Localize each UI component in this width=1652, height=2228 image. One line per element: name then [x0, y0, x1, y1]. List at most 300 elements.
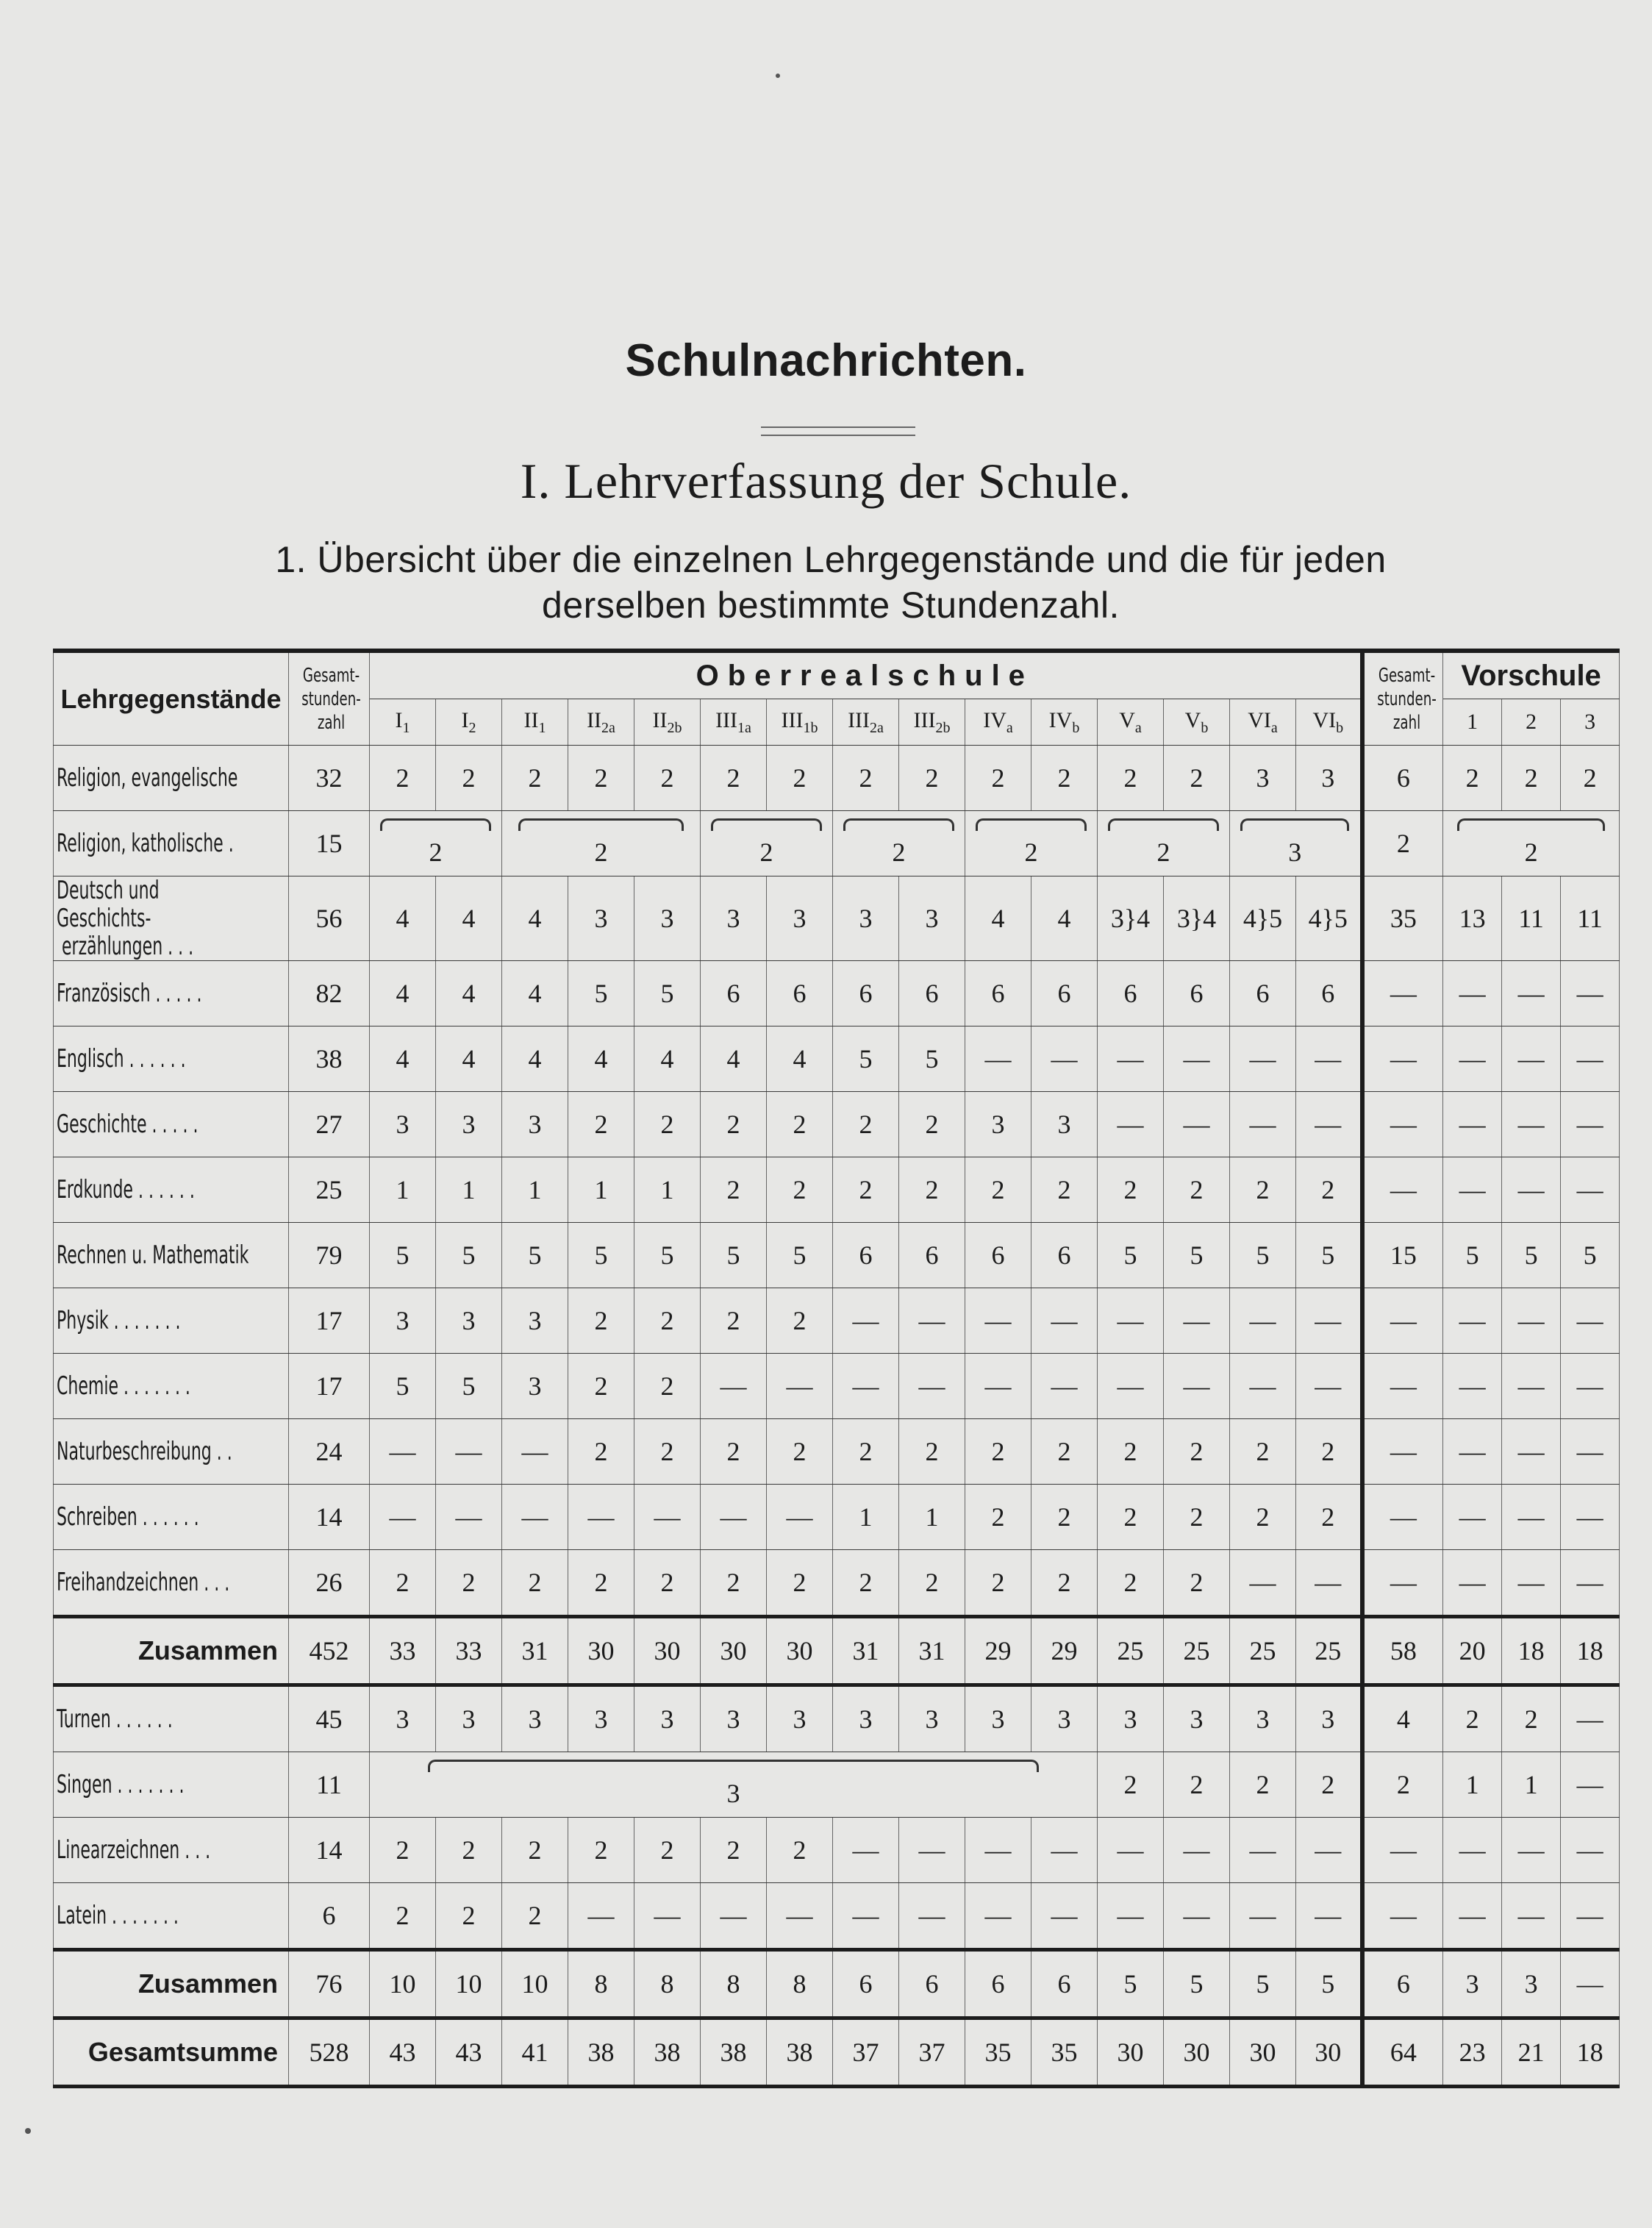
hours-cell: 5 [568, 1223, 634, 1288]
hours-cell: 2 [1098, 1157, 1164, 1223]
hours-cell: 3 [701, 876, 767, 961]
hours-cell: 2 [436, 1818, 502, 1883]
total-label: Zusammen [54, 1950, 289, 2018]
subject-label: Turnen . . . . . . [57, 1704, 173, 1734]
hours-cell: 1 [1502, 1752, 1561, 1818]
class-label: $III_{1b}$ [781, 707, 818, 736]
hours-cell: 30 [701, 1617, 767, 1685]
hours-cell: — [1164, 1354, 1230, 1419]
hours-cell: — [1502, 1288, 1561, 1354]
subject-label: Englisch . . . . . . [57, 1044, 186, 1074]
subject-cell [54, 1550, 289, 1617]
merged-hours-cell [1230, 811, 1362, 876]
hours-cell: — [1443, 1419, 1502, 1485]
hours-cell: 3 [1230, 746, 1296, 811]
hours-cell: — [1561, 1883, 1620, 1950]
hours-cell: 4}5 [1296, 876, 1362, 961]
hours-cell: 528 [289, 2018, 370, 2087]
hours-cell: — [1230, 1550, 1296, 1617]
hours-cell: — [1296, 1354, 1362, 1419]
hours-cell: — [1502, 1026, 1561, 1092]
hours-cell: 3 [965, 1092, 1031, 1157]
hours-cell: — [1561, 1950, 1620, 2018]
hours-cell: — [1098, 1288, 1164, 1354]
hours-cell: — [1098, 1354, 1164, 1419]
hours-cell: 2 [1164, 1752, 1230, 1818]
hours-cell: 3 [568, 876, 634, 961]
hours-cell: 30 [634, 1617, 701, 1685]
hours-cell: 10 [370, 1950, 436, 2018]
subject-label: Französisch . . . . . [57, 979, 202, 1008]
hours-cell: 11 [289, 1752, 370, 1818]
hours-cell: 4}5 [1230, 876, 1296, 961]
hours-cell: 2 [634, 1354, 701, 1419]
hours-cell: — [833, 1883, 899, 1950]
hours-cell: 2 [568, 1818, 634, 1883]
hours-cell: 1 [370, 1157, 436, 1223]
hours-cell: 2 [767, 1550, 833, 1617]
hours-cell: 2 [701, 1157, 767, 1223]
hours-cell: — [899, 1354, 965, 1419]
table-row [54, 1157, 1620, 1223]
hours-cell: 37 [899, 2018, 965, 2087]
table-row [54, 876, 1620, 961]
hours-cell: — [1164, 1288, 1230, 1354]
hours-cell: — [1502, 1354, 1561, 1419]
hours-cell: — [1164, 1818, 1230, 1883]
merged-hours-cell [370, 811, 502, 876]
hours-cell: 5 [899, 1026, 965, 1092]
hours-cell: — [1443, 1485, 1502, 1550]
hours-cell: 8 [568, 1950, 634, 2018]
subject-label: Singen . . . . . . . [57, 1770, 185, 1799]
hours-cell: 3 [965, 1685, 1031, 1752]
table-row [54, 1092, 1620, 1157]
hours-cell: 1 [568, 1157, 634, 1223]
class-label: $II_{2b}$ [652, 707, 682, 736]
hours-cell: 4 [502, 876, 568, 961]
subject-cell [54, 746, 289, 811]
hours-cell: 5 [1098, 1950, 1164, 2018]
subject-cell [54, 1092, 289, 1157]
hours-cell: 8 [634, 1950, 701, 2018]
hours-cell: 4 [436, 876, 502, 961]
hours-cell: — [833, 1354, 899, 1419]
hours-cell: 2 [568, 1288, 634, 1354]
header-class [1230, 699, 1296, 746]
brace-mark [976, 818, 1086, 831]
hours-cell: 29 [1031, 1617, 1098, 1685]
hours-cell: — [1296, 1092, 1362, 1157]
hours-cell: 2 [965, 1157, 1031, 1223]
hours-cell: 4 [370, 1026, 436, 1092]
hours-cell: — [1098, 1026, 1164, 1092]
hours-cell: 5 [1443, 1223, 1502, 1288]
hours-cell: 30 [568, 1617, 634, 1685]
hours-cell: 2 [1296, 1752, 1362, 1818]
hours-cell: 35 [965, 2018, 1031, 2087]
hours-cell: 25 [289, 1157, 370, 1223]
hours-cell: 1 [833, 1485, 899, 1550]
hours-cell: 3 [502, 1354, 568, 1419]
hours-cell: 5 [833, 1026, 899, 1092]
hours-cell: 2 [634, 1419, 701, 1485]
hours-cell: 3}4 [1098, 876, 1164, 961]
header-class [1164, 699, 1230, 746]
hours-cell: 3 [1031, 1685, 1098, 1752]
table-row [54, 1818, 1620, 1883]
subject-cell [54, 876, 289, 961]
subject-cell [54, 1223, 289, 1288]
hours-cell: — [370, 1485, 436, 1550]
hours-cell: 64 [1362, 2018, 1443, 2087]
hours-cell: 2 [899, 1550, 965, 1617]
hours-cell: 4 [436, 1026, 502, 1092]
header-subject: Lehrgegenstände [54, 651, 289, 746]
hours-cell: 6 [1164, 961, 1230, 1026]
header-class [634, 699, 701, 746]
hours-cell: 14 [289, 1818, 370, 1883]
hours-cell: 2 [1296, 1485, 1362, 1550]
hours-cell: 2 [370, 1818, 436, 1883]
subject-label: Latein . . . . . . . [57, 1901, 179, 1930]
header-class [701, 699, 767, 746]
hours-cell: 10 [436, 1950, 502, 2018]
hours-cell: 3 [568, 1685, 634, 1752]
subject-cell [54, 961, 289, 1026]
hours-cell: 3 [436, 1288, 502, 1354]
hours-cell: 2 [767, 1157, 833, 1223]
hours-cell: — [1502, 1550, 1561, 1617]
hours-cell: — [1561, 1485, 1620, 1550]
section-title: I. Lehrverfassung der Schule. [520, 453, 1132, 509]
hours-cell: 2 [634, 1550, 701, 1617]
header-class [965, 699, 1031, 746]
hours-cell: — [1561, 1752, 1620, 1818]
hours-cell: 4 [1362, 1685, 1443, 1752]
class-label: $III_{2a}$ [848, 707, 884, 736]
subject-cell [54, 1354, 289, 1419]
hours-cell: — [1031, 1883, 1098, 1950]
brace-mark [1108, 818, 1218, 831]
hours-cell: 4 [634, 1026, 701, 1092]
hours-cell: 17 [289, 1288, 370, 1354]
hours-cell: — [1443, 1026, 1502, 1092]
brace-mark [428, 1760, 1039, 1772]
hours-cell: 2 [965, 1485, 1031, 1550]
hours-cell: 20 [1443, 1617, 1502, 1685]
hours-cell: — [1296, 1883, 1362, 1950]
hours-cell: 2 [568, 1092, 634, 1157]
merged-value: 2 [594, 838, 608, 867]
subject-label: Physik . . . . . . . [57, 1306, 181, 1335]
hours-cell: 5 [370, 1354, 436, 1419]
hours-cell: 2 [1502, 746, 1561, 811]
hours-cell: — [899, 1288, 965, 1354]
hours-cell: 2 [899, 746, 965, 811]
header-class [370, 699, 436, 746]
hours-cell: — [1098, 1092, 1164, 1157]
hours-cell: — [1098, 1883, 1164, 1950]
hours-cell: 3 [767, 876, 833, 961]
hours-cell: 31 [833, 1617, 899, 1685]
hours-cell: 2 [634, 1818, 701, 1883]
hours-cell: 2 [965, 746, 1031, 811]
hours-cell: 4 [436, 961, 502, 1026]
table-row [54, 1883, 1620, 1950]
hours-cell: 5 [502, 1223, 568, 1288]
header-vorschule: Vorschule [1443, 651, 1620, 699]
hours-cell: 26 [289, 1550, 370, 1617]
hours-cell: 4 [370, 876, 436, 961]
hours-cell: 6 [1362, 746, 1443, 811]
hours-cell: 4 [1031, 876, 1098, 961]
hours-cell: 6 [833, 961, 899, 1026]
table-row [54, 1752, 1620, 1818]
hours-cell: — [965, 1026, 1031, 1092]
table-row [54, 1288, 1620, 1354]
header-total-label: Gesamt-stunden-zahl [301, 664, 361, 734]
hours-cell: 5 [1164, 1950, 1230, 2018]
title-divider [761, 426, 915, 436]
hours-cell: 6 [899, 961, 965, 1026]
hours-cell: 38 [701, 2018, 767, 2087]
table-caption [103, 537, 1559, 628]
hours-cell: 32 [289, 746, 370, 811]
hours-cell: 15 [1362, 1223, 1443, 1288]
hours-cell: — [899, 1883, 965, 1950]
caption-line-1: 1. Übersicht über die einzelnen Lehrgegenstände und die für jeden [275, 539, 1387, 580]
hours-cell: — [1362, 1157, 1443, 1223]
subject-cell [54, 1288, 289, 1354]
hours-cell: 5 [1296, 1950, 1362, 2018]
merged-hours-cell [701, 811, 833, 876]
hours-cell: 6 [965, 1950, 1031, 2018]
hours-cell: 2 [634, 1288, 701, 1354]
class-label: $II_1$ [523, 707, 546, 736]
hours-cell: 35 [1031, 2018, 1098, 2087]
hours-cell: 2 [1164, 1419, 1230, 1485]
table-row [54, 1419, 1620, 1485]
hours-cell: 14 [289, 1485, 370, 1550]
merged-value: 2 [759, 838, 773, 867]
hours-cell: 2 [1296, 1157, 1362, 1223]
hours-cell: 2 [502, 1818, 568, 1883]
hours-cell: — [1362, 1092, 1443, 1157]
hours-cell: 31 [899, 1617, 965, 1685]
merged-hours-cell [1098, 811, 1230, 876]
hours-cell: — [1296, 1550, 1362, 1617]
header-class [502, 699, 568, 746]
merged-hours-cell [1443, 811, 1620, 876]
hours-cell: 3 [1230, 1685, 1296, 1752]
hours-cell: 2 [502, 746, 568, 811]
page-title: Schulnachrichten. [625, 335, 1027, 386]
hours-cell: 18 [1561, 2018, 1620, 2087]
hours-cell: — [1031, 1288, 1098, 1354]
hours-cell: 2 [502, 1550, 568, 1617]
hours-cell: 5 [1296, 1223, 1362, 1288]
hours-cell: — [1362, 1550, 1443, 1617]
hours-cell: 2 [833, 1157, 899, 1223]
hours-cell: 2 [767, 1419, 833, 1485]
hours-cell: — [1164, 1026, 1230, 1092]
hours-cell: 6 [965, 1223, 1031, 1288]
hours-cell: — [1296, 1288, 1362, 1354]
merged-hours-cell [965, 811, 1098, 876]
hours-cell: 2 [1098, 746, 1164, 811]
hours-cell: 2 [1098, 1485, 1164, 1550]
hours-cell: 3 [1031, 1092, 1098, 1157]
hours-cell: 6 [1031, 1950, 1098, 2018]
hours-cell: 2 [568, 1419, 634, 1485]
hours-cell: — [634, 1883, 701, 1950]
hours-cell: 1 [1443, 1752, 1502, 1818]
merged-value: 2 [892, 838, 906, 867]
hours-cell: — [1443, 1883, 1502, 1950]
class-label: $I_1$ [395, 707, 410, 736]
hours-cell: 2 [1443, 1685, 1502, 1752]
hours-cell: 2 [568, 1550, 634, 1617]
hours-cell: — [767, 1883, 833, 1950]
hours-cell: — [1561, 1026, 1620, 1092]
hours-cell: 3 [634, 1685, 701, 1752]
hours-cell: — [1561, 1419, 1620, 1485]
hours-cell: — [1296, 1818, 1362, 1883]
hours-cell: 11 [1561, 876, 1620, 961]
hours-cell: 4 [568, 1026, 634, 1092]
hours-cell: 3 [436, 1092, 502, 1157]
hours-cell: 2 [767, 1092, 833, 1157]
class-label: $IV_a$ [983, 707, 1013, 736]
hours-cell: — [1443, 1092, 1502, 1157]
hours-cell: 2 [568, 746, 634, 811]
hours-cell: 30 [1230, 2018, 1296, 2087]
lesson-hours-table [53, 649, 1620, 2088]
hours-cell: — [899, 1818, 965, 1883]
hours-cell: — [833, 1288, 899, 1354]
brace-mark [518, 818, 684, 831]
hours-cell: 24 [289, 1419, 370, 1485]
header-ober-total [1362, 651, 1443, 746]
hours-cell: 4 [965, 876, 1031, 961]
merged-value: 3 [726, 1779, 740, 1808]
hours-cell: 2 [965, 1550, 1031, 1617]
hours-cell: 2 [1362, 811, 1443, 876]
hours-cell: 2 [701, 1419, 767, 1485]
hours-cell: 2 [1164, 1157, 1230, 1223]
hours-cell: — [1561, 1092, 1620, 1157]
hours-cell: 3}4 [1164, 876, 1230, 961]
hours-cell: 6 [1098, 961, 1164, 1026]
header-class [1098, 699, 1164, 746]
gesamtsumme-row [54, 2018, 1620, 2087]
hours-cell: 3 [1502, 1950, 1561, 2018]
hours-cell: — [701, 1883, 767, 1950]
hours-cell: 25 [1296, 1617, 1362, 1685]
hours-cell: 3 [436, 1685, 502, 1752]
subject-label: Linearzeichnen . . . [57, 1835, 211, 1865]
subject-cell [54, 1752, 289, 1818]
hours-cell: 6 [965, 961, 1031, 1026]
hours-cell: 6 [1031, 961, 1098, 1026]
hours-cell: 18 [1561, 1617, 1620, 1685]
hours-cell: 27 [289, 1092, 370, 1157]
hours-cell: 2 [436, 746, 502, 811]
hours-cell: 41 [502, 2018, 568, 2087]
hours-cell: — [1031, 1818, 1098, 1883]
speck [25, 2128, 31, 2134]
table-row [54, 961, 1620, 1026]
hours-cell: 3 [1443, 1950, 1502, 2018]
hours-cell: — [701, 1485, 767, 1550]
hours-cell: — [1362, 961, 1443, 1026]
class-label: $IV_b$ [1048, 707, 1080, 736]
hours-cell: 38 [634, 2018, 701, 2087]
hours-cell: 38 [767, 2018, 833, 2087]
hours-cell: 5 [634, 961, 701, 1026]
hours-cell: — [1502, 1485, 1561, 1550]
hours-cell: — [1443, 1550, 1502, 1617]
hours-cell: — [1230, 1883, 1296, 1950]
subject-cell [54, 811, 289, 876]
subject-cell [54, 1818, 289, 1883]
hours-cell: 33 [370, 1617, 436, 1685]
hours-cell: 2 [965, 1419, 1031, 1485]
subject-label: Deutsch und Geschichts- erzählungen . . . [57, 876, 194, 961]
hours-cell: — [502, 1485, 568, 1550]
hours-cell: — [1443, 1288, 1502, 1354]
brace-mark [1457, 818, 1605, 831]
hours-cell: 2 [767, 1818, 833, 1883]
hours-cell: — [767, 1485, 833, 1550]
hours-cell: — [1443, 1354, 1502, 1419]
speck [776, 74, 780, 78]
merged-value: 2 [429, 838, 443, 867]
hours-cell: 2 [634, 1092, 701, 1157]
hours-cell: 5 [436, 1354, 502, 1419]
class-label: $II_{2a}$ [587, 707, 615, 736]
subject-cell [54, 1485, 289, 1550]
hours-cell: — [1296, 1026, 1362, 1092]
hours-cell: 33 [436, 1617, 502, 1685]
hours-cell: — [1362, 1288, 1443, 1354]
class-label: $VI_b$ [1312, 707, 1344, 736]
header-total [289, 651, 370, 746]
hours-cell: 21 [1502, 2018, 1561, 2087]
merged-hours-cell [370, 1752, 1098, 1818]
merged-value: 2 [1156, 838, 1170, 867]
hours-cell: — [1031, 1026, 1098, 1092]
hours-cell: 2 [1561, 746, 1620, 811]
hours-cell: — [1362, 1818, 1443, 1883]
hours-cell: 5 [1561, 1223, 1620, 1288]
header-vor-class: 1 [1443, 699, 1502, 746]
hours-cell: 10 [502, 1950, 568, 2018]
class-label: $VI_a$ [1248, 707, 1278, 736]
hours-cell: 2 [899, 1092, 965, 1157]
hours-cell: 17 [289, 1354, 370, 1419]
hours-cell: — [833, 1818, 899, 1883]
hours-cell: 3 [370, 1288, 436, 1354]
hours-cell: 4 [767, 1026, 833, 1092]
hours-cell: 2 [899, 1157, 965, 1223]
hours-cell: 3 [899, 1685, 965, 1752]
hours-cell: — [1561, 961, 1620, 1026]
table-row [54, 811, 1620, 876]
hours-cell: 5 [1098, 1223, 1164, 1288]
hours-cell: 3 [502, 1685, 568, 1752]
